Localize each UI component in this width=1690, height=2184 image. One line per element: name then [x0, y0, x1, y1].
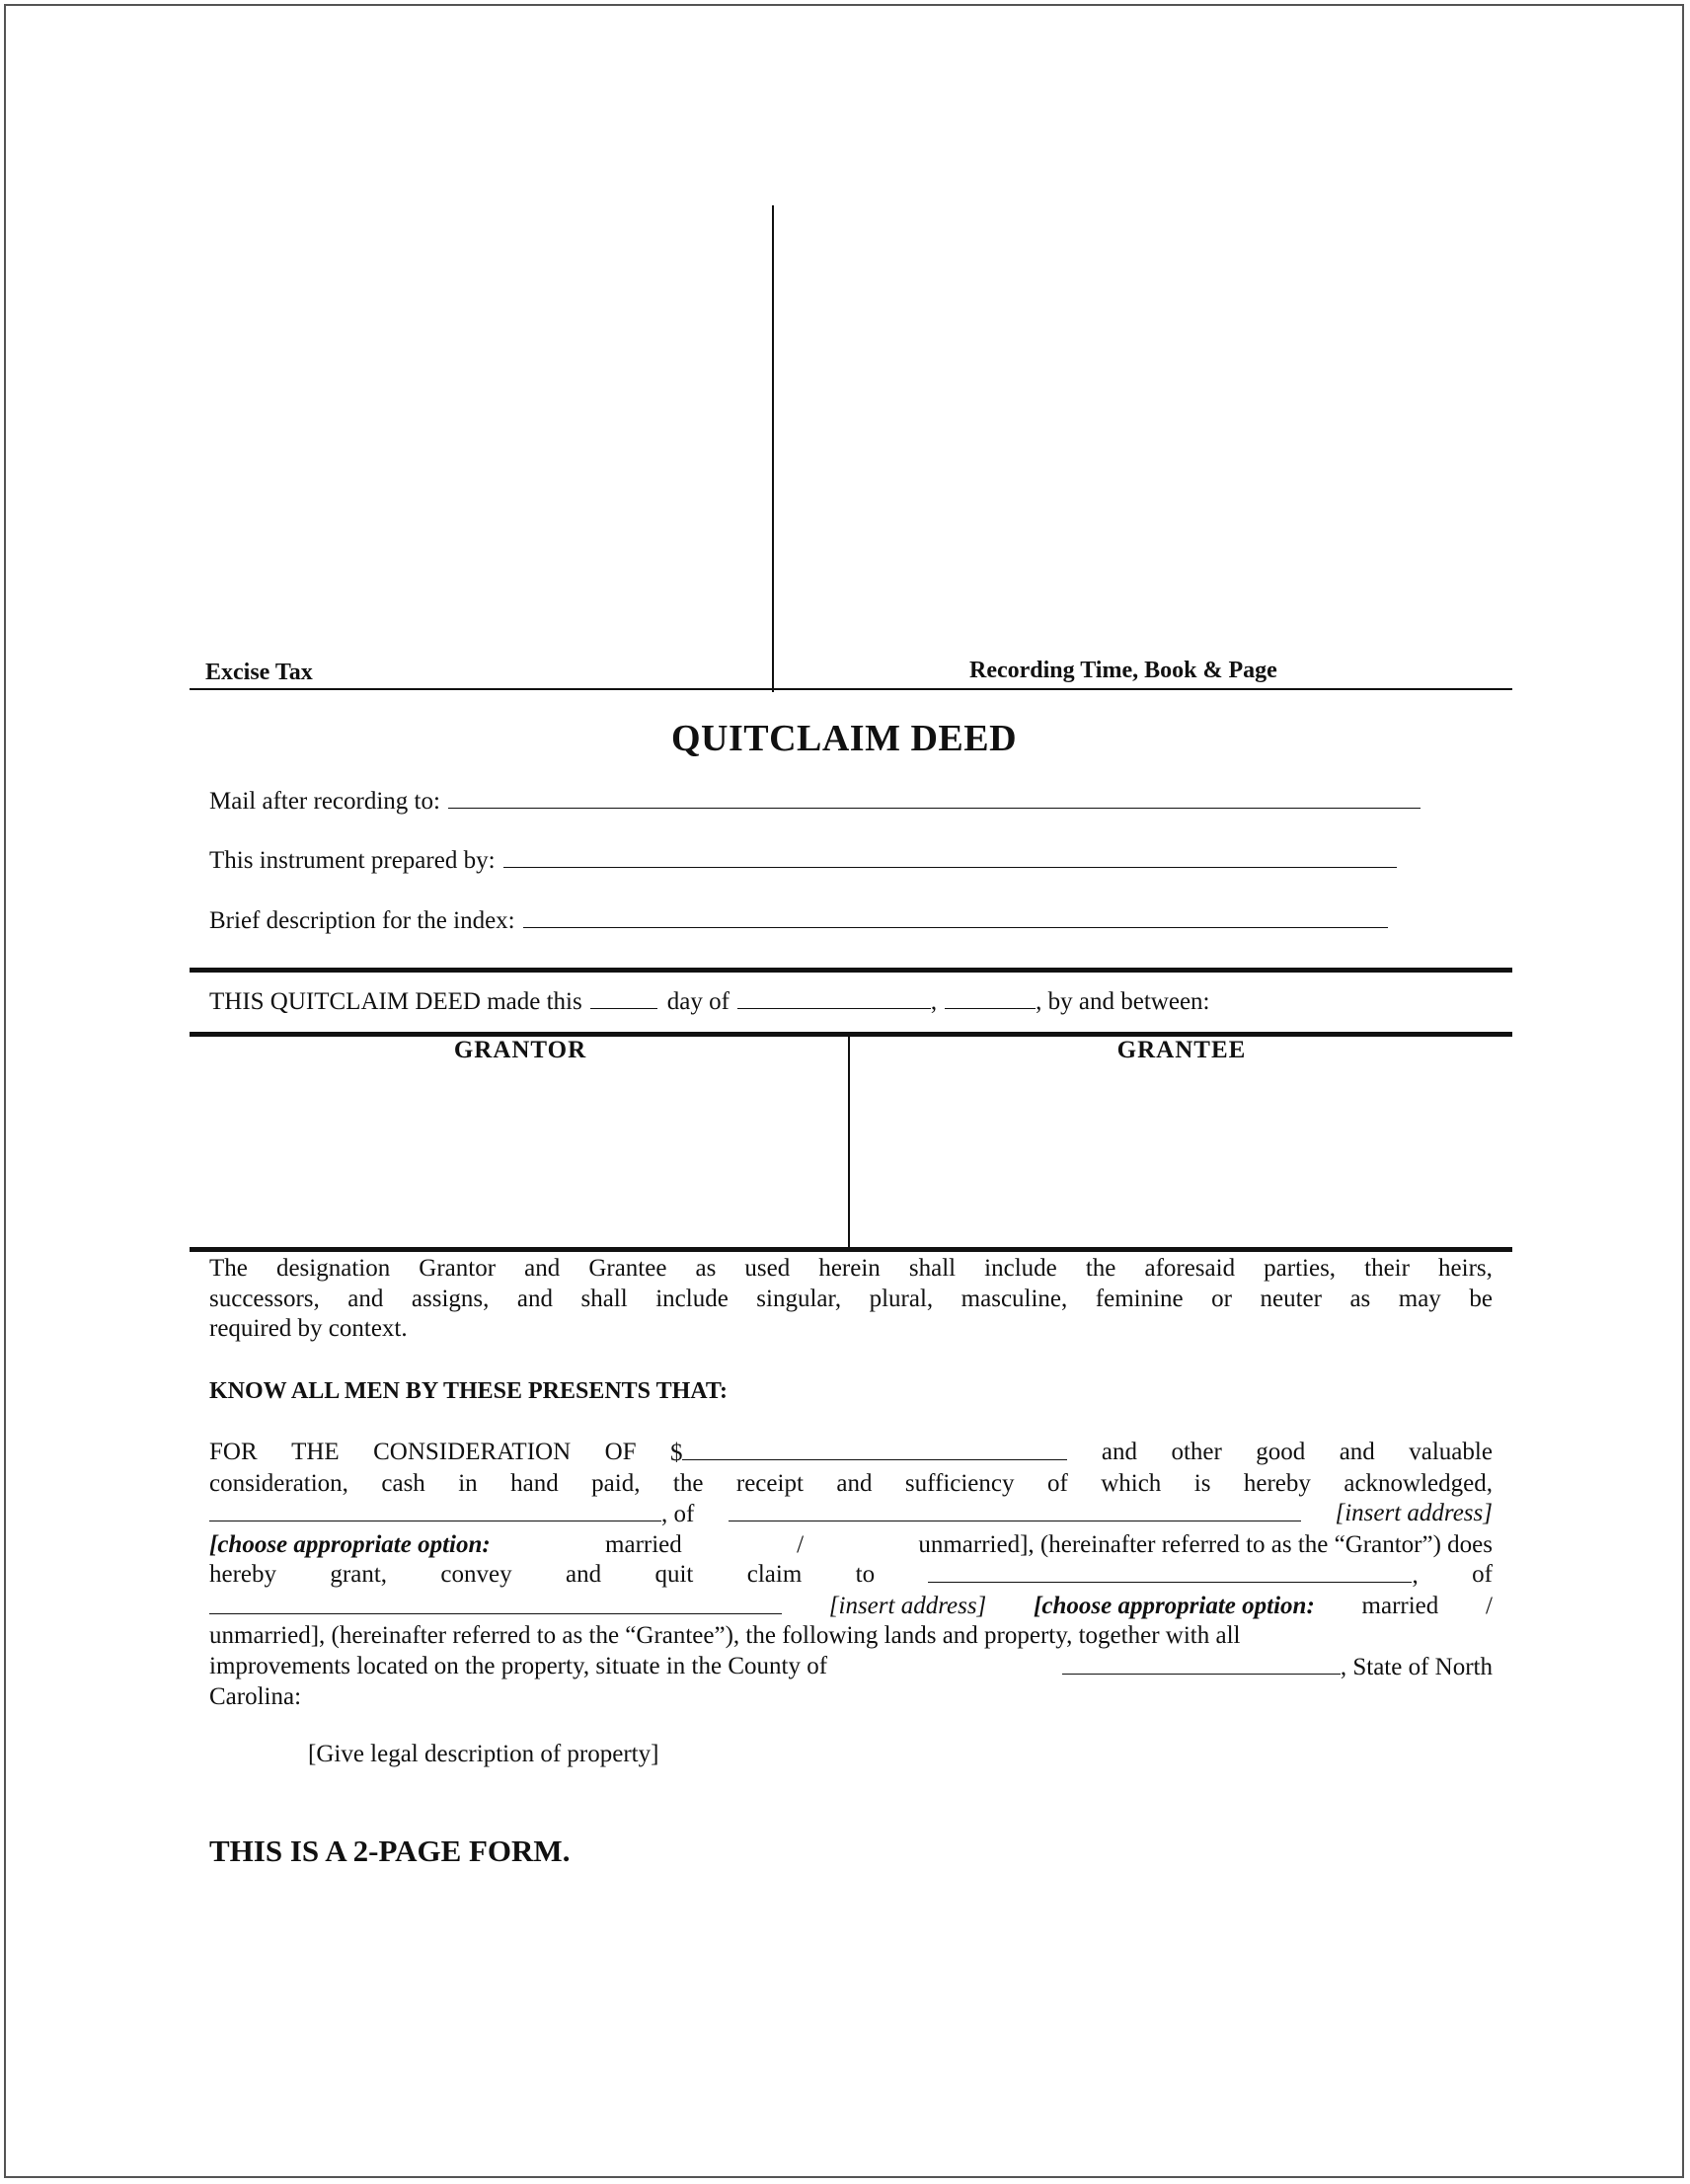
word: is — [1193, 1469, 1211, 1497]
county-group — [1062, 1652, 1493, 1683]
word: be — [1469, 1285, 1493, 1312]
grantee-address-field[interactable] — [209, 1592, 782, 1614]
day-of-label: day of — [666, 988, 730, 1015]
word: herein — [818, 1255, 881, 1282]
consideration-line-7: unmarried], (hereinafter referred to as the “Grantee”), the following lands and property, together with all — [209, 1622, 1241, 1649]
word: OF — [604, 1439, 637, 1465]
slash: / — [797, 1530, 805, 1558]
word: grant, — [330, 1561, 388, 1588]
word: THE — [291, 1439, 340, 1465]
word: and — [1339, 1439, 1375, 1465]
word: receipt — [735, 1469, 804, 1497]
county-field[interactable] — [1062, 1652, 1341, 1675]
grantee-heading: GRANTEE — [1116, 1037, 1247, 1063]
word: masculine, — [960, 1285, 1068, 1312]
word: which — [1101, 1469, 1162, 1497]
made-this-row — [209, 986, 1210, 1016]
two-page-form-note: THIS IS A 2-PAGE FORM. — [209, 1833, 571, 1868]
consideration-amount-field[interactable] — [682, 1438, 1067, 1460]
by-and-between-label: , by and between: — [1036, 988, 1210, 1015]
word: of — [1472, 1561, 1493, 1588]
consideration-paragraph — [209, 1438, 1493, 1713]
insert-address-note-2: [insert address] — [828, 1592, 987, 1619]
word: aforesaid — [1144, 1255, 1236, 1282]
excise-tax-label: Excise Tax — [205, 660, 313, 685]
word: of — [1046, 1469, 1068, 1497]
designation-paragraph — [209, 1254, 1493, 1345]
consideration-amount-group — [670, 1438, 1068, 1469]
word: FOR — [209, 1439, 258, 1465]
word: Grantee — [588, 1255, 667, 1282]
consideration-line-2 — [209, 1469, 1493, 1500]
word: other — [1171, 1439, 1222, 1465]
word: plural, — [869, 1285, 934, 1312]
word: and — [524, 1255, 561, 1282]
brief-description-row — [209, 905, 1388, 935]
comma-label: , — [930, 988, 938, 1015]
word: sufficiency — [904, 1469, 1015, 1497]
recording-label: Recording Time, Book & Page — [969, 658, 1277, 683]
word: paid, — [591, 1469, 641, 1497]
word: quit — [654, 1561, 694, 1588]
designation-line-2 — [209, 1285, 1493, 1315]
thick-rule-3 — [190, 1247, 1512, 1252]
grantor-address-field[interactable] — [729, 1499, 1301, 1521]
word: and — [836, 1469, 873, 1497]
word: hereby — [1243, 1469, 1311, 1497]
mail-after-row — [209, 786, 1421, 816]
word: shall — [908, 1255, 957, 1282]
word: CONSIDERATION — [373, 1439, 572, 1465]
thick-rule-1 — [190, 968, 1512, 973]
word: hand — [510, 1469, 559, 1497]
married-option-2[interactable]: married — [1361, 1592, 1439, 1619]
brief-description-label: Brief description for the index: — [209, 907, 515, 934]
dollar-sign: $ — [669, 1440, 683, 1466]
document-page — [4, 4, 1684, 2178]
word: the — [672, 1469, 704, 1497]
word: claim — [746, 1561, 803, 1588]
word: acknowledged, — [1344, 1469, 1493, 1497]
brief-description-field[interactable] — [523, 905, 1388, 928]
word: The — [209, 1255, 248, 1282]
state-text: , State of North — [1340, 1653, 1493, 1680]
grantee-name-field[interactable] — [928, 1560, 1412, 1583]
word: and — [565, 1561, 602, 1588]
word: shall — [580, 1285, 628, 1312]
month-field[interactable] — [737, 986, 931, 1009]
made-this-prefix: THIS QUITCLAIM DEED made this — [209, 988, 582, 1015]
choose-option-note-2: [choose appropriate option: — [1034, 1592, 1315, 1619]
word: and — [1101, 1439, 1138, 1465]
mail-after-field[interactable] — [448, 786, 1421, 809]
slash-2: / — [1486, 1592, 1493, 1619]
parties-divider — [848, 1037, 850, 1249]
word: include — [655, 1285, 729, 1312]
of-label: , of — [661, 1501, 695, 1527]
consideration-line-1 — [209, 1438, 1493, 1469]
word: parties, — [1264, 1255, 1337, 1282]
word: the — [1085, 1255, 1116, 1282]
word: their — [1364, 1255, 1410, 1282]
designation-line-3: required by context. — [209, 1315, 408, 1342]
header-rule — [190, 688, 1512, 690]
comma: , — [1412, 1562, 1419, 1589]
choose-option-note: [choose appropriate option: — [209, 1530, 491, 1558]
grantor-unmarried-text: unmarried], (hereinafter referred to as the “Grantor”) does — [918, 1530, 1493, 1558]
grantee-name-group — [928, 1560, 1418, 1592]
consideration-line-3 — [209, 1499, 1493, 1530]
word: as — [1349, 1285, 1371, 1312]
legal-description-placeholder: [Give legal description of property] — [308, 1741, 659, 1767]
word: and — [347, 1285, 384, 1312]
word: may — [1398, 1285, 1441, 1312]
page-title: QUITCLAIM DEED — [670, 718, 1018, 759]
grantor-box[interactable] — [190, 1072, 846, 1245]
word: successors, — [209, 1285, 320, 1312]
word: or — [1211, 1285, 1232, 1312]
word: neuter — [1260, 1285, 1322, 1312]
word: in — [458, 1469, 478, 1497]
prepared-by-field[interactable] — [503, 845, 1397, 868]
word: as — [695, 1255, 717, 1282]
grantor-heading: GRANTOR — [453, 1037, 587, 1063]
grantor-name-field[interactable] — [209, 1499, 661, 1521]
word: Grantor — [419, 1255, 497, 1282]
prepared-by-row — [209, 845, 1397, 875]
consideration-line-8 — [209, 1652, 1493, 1683]
designation-line-1 — [209, 1254, 1493, 1285]
insert-address-note: [insert address] — [1335, 1500, 1493, 1526]
word: convey — [440, 1561, 512, 1588]
word: good — [1256, 1439, 1306, 1465]
word: and — [516, 1285, 553, 1312]
word: assigns, — [411, 1285, 490, 1312]
word: cash — [381, 1469, 425, 1497]
know-all-heading: KNOW ALL MEN BY THESE PRESENTS THAT: — [209, 1378, 729, 1404]
word: valuable — [1409, 1439, 1493, 1465]
word: include — [984, 1255, 1057, 1282]
consideration-line-6 — [209, 1592, 1493, 1622]
county-text: improvements located on the property, situate in the County of — [209, 1652, 828, 1679]
word: designation — [275, 1255, 391, 1282]
word: used — [744, 1255, 791, 1282]
grantor-name-group — [209, 1499, 694, 1530]
word: consideration, — [209, 1469, 348, 1497]
prepared-by-label: This instrument prepared by: — [209, 847, 496, 874]
word: feminine — [1095, 1285, 1184, 1312]
word: heirs, — [1438, 1255, 1493, 1282]
day-field[interactable] — [590, 986, 657, 1009]
word: singular, — [756, 1285, 842, 1312]
grantee-box[interactable] — [853, 1072, 1509, 1245]
consideration-line-9: Carolina: — [209, 1683, 302, 1710]
year-field[interactable] — [945, 986, 1036, 1009]
word: to — [855, 1561, 876, 1588]
word: hereby — [209, 1561, 277, 1588]
married-option[interactable]: married — [605, 1530, 682, 1558]
header-divider — [772, 205, 774, 692]
mail-after-label: Mail after recording to: — [209, 788, 440, 815]
consideration-line-4 — [209, 1530, 1493, 1561]
consideration-line-5 — [209, 1560, 1493, 1592]
